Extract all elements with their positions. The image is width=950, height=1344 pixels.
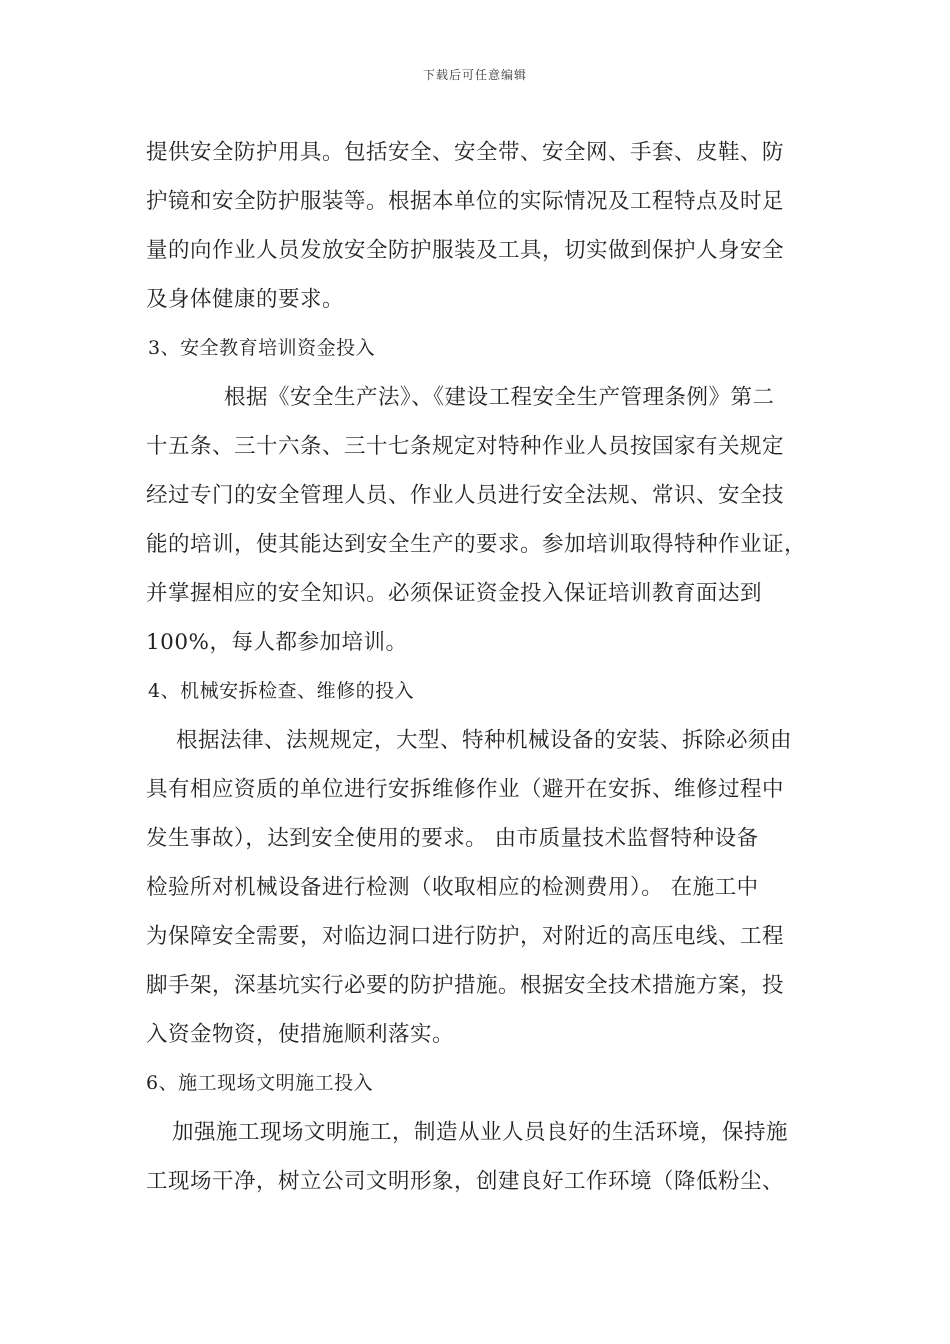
- paragraph-line: 根据法律、法规规定，大型、特种机械设备的安装、拆除必须由: [176, 728, 793, 753]
- paragraph-line: 并掌握相应的安全知识。必须保证资金投入保证培训教育面达到: [146, 581, 763, 606]
- paragraph-line: 为保障安全需要，对临边洞口进行防护，对附近的高压电线、工程: [146, 924, 785, 949]
- section-heading: 6、施工现场文明施工投入: [146, 1072, 374, 1094]
- paragraph-line: 及身体健康的要求。: [146, 287, 345, 312]
- paragraph-line: 具有相应资质的单位进行安拆维修作业（避开在安拆、维修过程中: [146, 777, 785, 802]
- paragraph-line: 工现场干净，树立公司文明形象，创建良好工作环境（降低粉尘、: [146, 1169, 785, 1194]
- paragraph-line: 加强施工现场文明施工，制造从业人员良好的生活环境，保持施: [172, 1120, 789, 1145]
- paragraph-line: 100%，每人都参加培训。: [146, 630, 408, 655]
- paragraph-line: 十五条、三十六条、三十七条规定对特种作业人员按国家有关规定: [146, 434, 785, 459]
- paragraph-line: 护镜和安全防护服装等。根据本单位的实际情况及工程特点及时足: [146, 189, 785, 214]
- paragraph-line: 能的培训，使其能达到安全生产的要求。参加培训取得特种作业证，: [146, 532, 807, 557]
- paragraph-line: 提供安全防护用具。包括安全、安全带、安全网、手套、皮鞋、防: [146, 140, 785, 165]
- paragraph-line: 脚手架，深基坑实行必要的防护措施。根据安全技术措施方案，投: [146, 973, 785, 998]
- paragraph-line: 经过专门的安全管理人员、作业人员进行安全法规、常识、安全技: [146, 483, 785, 508]
- page-header: 下载后可任意编辑: [422, 68, 527, 82]
- section-heading: 3、安全教育培训资金投入: [148, 337, 376, 359]
- paragraph-line: 检验所对机械设备进行检测（收取相应的检测费用）。 在施工中: [146, 875, 759, 900]
- paragraph-line: 根据《安全生产法》、《建设工程安全生产管理条例》第二: [224, 385, 775, 410]
- paragraph-line: 入资金物资，使措施顺利落实。: [146, 1022, 455, 1047]
- section-heading: 4、机械安拆检查、维修的投入: [148, 680, 415, 702]
- paragraph-line: 量的向作业人员发放安全防护服装及工具，切实做到保护人身安全: [146, 238, 785, 263]
- document-body: [146, 128, 818, 1206]
- paragraph-line: 发生事故），达到安全使用的要求。 由市质量技术监督特种设备: [146, 826, 759, 851]
